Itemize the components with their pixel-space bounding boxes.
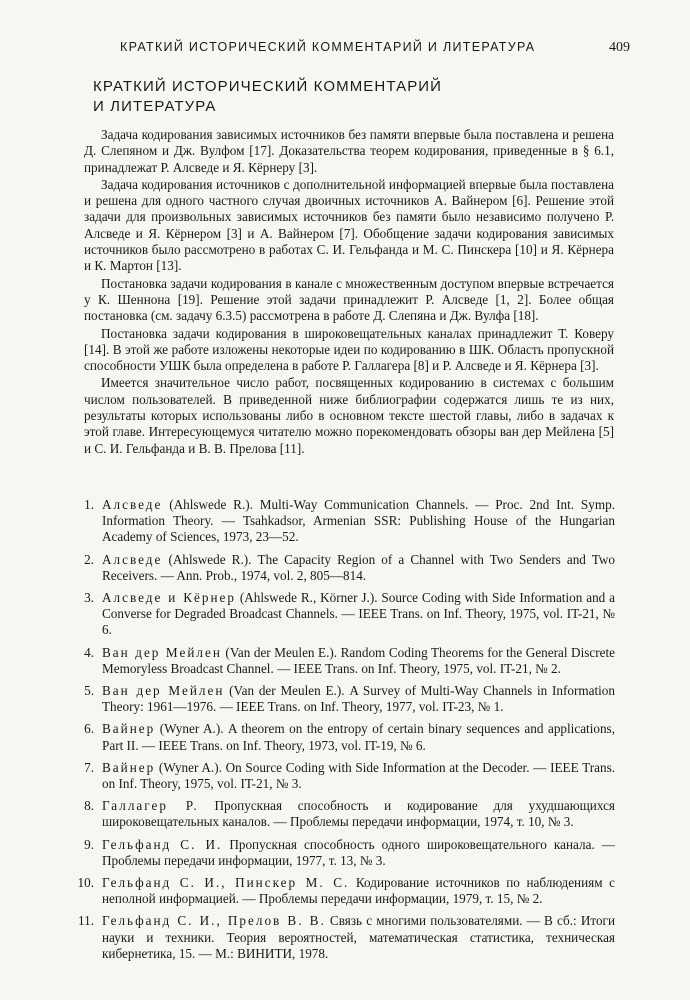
section-title-line-1: КРАТКИЙ ИСТОРИЧЕСКИЙ КОММЕНТАРИЙ (93, 78, 443, 95)
reference-authors: Алсведе (102, 551, 163, 567)
reference-text: Связь с многими пользователями. — В сб.: Итоги науки и техники. Теория вероятностей, математическая статистика, техническая кибернетика, 15. — М.: ВИНИТИ, 1978. (102, 913, 615, 961)
section-title (93, 77, 553, 117)
paragraph: Задача кодирования источников с дополнительной информацией впервые была поставлена и решена для одного частного случая двоичных источников А. Вайнером [6]. Решение этой задачи для произвольных зависимых источников без памяти было независимо получено Р. Алсведе и Я. Кёрнером [3] и А. Вайнером [7]. Обобщение задачи кодирования зависимых источников было рассмотрено в работах С. И. Гельфанда и М. С. Пинскера [10] и Я. Кёрнера и К. Мартон [13]. (84, 176, 614, 274)
page-number: 409 (609, 40, 630, 55)
reference-body (102, 497, 615, 546)
running-head (92, 40, 630, 56)
reference-number: 2. (84, 551, 94, 567)
reference-authors: Гельфанд С. И., Пинскер М. С. (102, 875, 350, 891)
reference-body (102, 552, 615, 584)
reference-item (70, 497, 615, 546)
reference-authors: Ван дер Мейлен (102, 644, 222, 660)
reference-authors: Алсведе (102, 497, 163, 512)
reference-authors: Гельфанд С. И. (102, 836, 223, 852)
running-head-title: КРАТКИЙ ИСТОРИЧЕСКИЙ КОММЕНТАРИЙ И ЛИТЕРАТУРА (120, 40, 536, 54)
reference-number: 3. (84, 590, 94, 606)
section-title-line-2: И ЛИТЕРАТУРА (93, 98, 217, 115)
paragraph: Имеется значительное число работ, посвященных кодированию в системах с большим числом пользователей. В приведенной ниже библиографии содержатся лишь те из них, результаты которых использованы либо в основном тексте шестой главы, либо в задачах к этой главе. Интересующемуся читателю можно порекомендовать обзоры ван дер Мейлена [5] и С. И. Гельфанда и В. В. Прелова [11]. (84, 375, 614, 456)
reference-body (102, 760, 615, 792)
reference-item (70, 721, 615, 753)
reference-number: 10. (77, 875, 94, 891)
reference-item (70, 798, 615, 830)
reference-text: (Ahlswede R.). The Capacity Region of a Channel with Two Senders and Two Receivers. — Ann. Prob., 1974, vol. 2, 805—814. (102, 551, 615, 583)
reference-item (70, 590, 615, 639)
reference-item (70, 837, 615, 869)
reference-text: (Ahlswede R., Körner J.). Source Coding with Side Information and a Converse for Degraded Broadcast Channels. — IEEE Trans. on Inf. Theory, 1975, vol. IT-21, № 6. (102, 590, 616, 638)
reference-number: 6. (84, 721, 94, 737)
reference-item (70, 760, 615, 792)
reference-number: 8. (84, 798, 94, 814)
reference-number: 5. (84, 683, 94, 699)
reference-number: 11. (78, 913, 94, 929)
reference-text: Кодирование источников по наблюдениям с неполной информацией. — Проблемы передачи информации, 1979, т. 15, № 2. (102, 875, 615, 907)
reference-text: (Wyner A.). On Source Coding with Side Information at the Decoder. — IEEE Trans. on Inf. Theory, 1975, vol. IT-21, № 3. (102, 759, 615, 792)
reference-text: (Van der Meulen E.). Random Coding Theorems for the General Discrete Memoryless Broadcast Channel. — IEEE Trans. on Inf. Theory, 1975, vol. IT-21, № 2. (102, 644, 615, 676)
reference-number: 1. (84, 497, 94, 512)
reference-body (102, 798, 615, 830)
reference-text: (Van der Meulen E.). A Survey of Multi-Way Channels in Information Theory: 1961—1976. — IEEE Trans. on Inf. Theory, 1977, vol. IT-23, № 1. (102, 683, 615, 715)
reference-item (70, 683, 615, 715)
reference-authors: Вайнер (102, 721, 156, 737)
reference-text: (Ahlswede R.). Multi-Way Communication Channels. — Proc. 2nd Int. Symp. Information Theory. — Tsahkadsor, Armenian SSR: Publishing House of the Hungarian Academy of Sciences, 1973, 23—52. (102, 497, 615, 545)
paragraph: Постановка задачи кодирования в широковещательных каналах принадлежит Т. Коверу [14]. В этой же работе изложены некоторые идеи по кодированию в ШК. Область пропускной способности УШК была определена в работе Р. Галлагера [8] и Р. Алсведе и Я. Кёрнера [3]. (84, 325, 614, 374)
paragraph: Постановка задачи кодирования в канале с множественным доступом впервые встречается у К. Шеннона [19]. Решение этой задачи принадлежит Р. Алсведе [1, 2]. Более общая постановка (см. задачу 6.3.5) рассмотрена в работе Д. Слепяна и Дж. Вулфа [18]. (84, 275, 614, 324)
reference-authors: Алсведе и Кёрнер (102, 590, 236, 606)
reference-authors: Вайнер (102, 759, 156, 775)
reference-body (102, 645, 615, 677)
paragraph: Задача кодирования зависимых источников без памяти впервые была поставлена и решена Д. Слепяном и Дж. Вулфом [17]. Доказательства теорем кодирования, приведенные в § 6.1, принадлежат Р. Алсведе и Я. Кёрнеру [3]. (84, 127, 614, 175)
reference-body (102, 590, 615, 639)
reference-text: Пропускная способность и кодирование для ухудшающихся широковещательных каналов. — Проблемы передачи информации, 1974, т. 10, № 3. (102, 798, 615, 830)
reference-body (102, 875, 615, 907)
reference-body (102, 913, 615, 962)
reference-number: 9. (84, 836, 94, 852)
reference-authors: Галлагер Р. (102, 798, 199, 814)
reference-item (70, 875, 615, 907)
reference-body (102, 721, 615, 753)
reference-authors: Ван дер Мейлен (102, 683, 225, 699)
commentary-text (84, 127, 614, 458)
reference-text: Пропускная способность одного широковещательного канала. — Проблемы передачи информации, 1977, т. 13, № 3. (102, 836, 615, 868)
reference-item (70, 552, 615, 584)
reference-number: 4. (84, 644, 94, 660)
reference-body (102, 837, 615, 869)
reference-item (70, 913, 615, 962)
reference-text: (Wyner A.). A theorem on the entropy of certain binary sequences and applications, Part II. — IEEE Trans. on Inf. Theory, 1973, vol. IT-19, № 6. (102, 721, 615, 753)
reference-item (70, 645, 615, 677)
reference-list (70, 497, 615, 968)
reference-body (102, 683, 615, 715)
reference-authors: Гельфанд С. И., Прелов В. В. (102, 913, 326, 929)
reference-number: 7. (84, 759, 94, 775)
